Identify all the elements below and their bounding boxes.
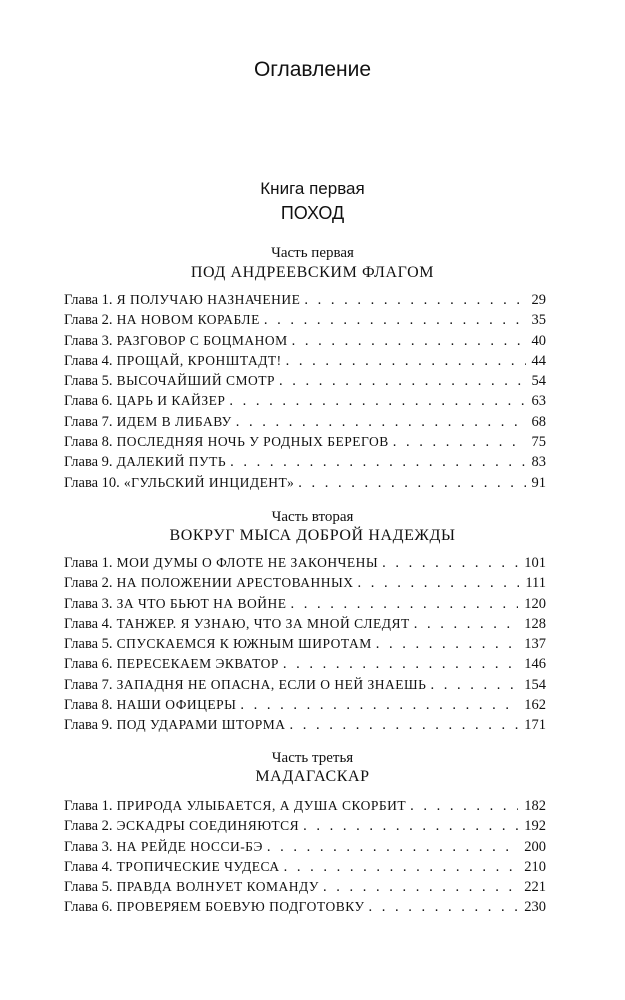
toc-entry[interactable] (64, 331, 546, 351)
chapter-label: Глава 8. (64, 434, 113, 451)
dot-leader (286, 351, 526, 371)
toc-entry[interactable] (64, 796, 546, 816)
toc-entry[interactable] (64, 675, 546, 695)
dot-leader (393, 432, 526, 452)
toc-entry[interactable] (64, 290, 546, 310)
book-label: Книга первая (260, 179, 365, 198)
chapter-label: Глава 2. (64, 312, 113, 329)
toc-entry[interactable] (64, 573, 546, 593)
page-number: 111 (525, 575, 546, 592)
dot-leader (414, 614, 519, 634)
chapter-title: Я ПОЛУЧАЮ НАЗНАЧЕНИЕ (116, 292, 301, 307)
part-label: Часть первая (271, 245, 354, 261)
dot-leader (240, 695, 518, 715)
toc-entry[interactable] (64, 857, 546, 877)
page-number: 182 (524, 798, 546, 814)
toc-entry[interactable] (64, 391, 546, 411)
page-number: 200 (524, 838, 546, 855)
toc-entry[interactable] (64, 695, 546, 715)
chapter-label: Глава 6. (64, 393, 113, 410)
toc-entry[interactable] (64, 634, 546, 654)
chapter-label: Глава 3. (64, 332, 113, 349)
part-label: Часть третья (271, 750, 354, 766)
page-title: Оглавление (253, 58, 372, 81)
chapter-label: Глава 4. (64, 615, 113, 632)
page-number: 54 (531, 373, 546, 390)
page-number: 91 (531, 474, 546, 491)
chapter-label: Глава 3. (64, 595, 113, 612)
toc-list (64, 553, 546, 736)
dot-leader (292, 331, 526, 351)
toc-entry[interactable] (64, 553, 546, 573)
toc-entry[interactable] (64, 837, 546, 857)
chapter-title: ПОСЛЕДНЯЯ НОЧЬ У РОДНЫХ БЕРЕГОВ (116, 434, 389, 450)
page-number: 146 (524, 656, 546, 673)
dot-leader (230, 452, 525, 472)
dot-leader (267, 837, 518, 857)
chapter-title: ДАЛЕКИЙ ПУТЬ (116, 454, 227, 470)
part-title: ПОД АНДРЕЕВСКИМ ФЛАГОМ (190, 264, 435, 281)
chapter-title: «ГУЛЬСКИЙ ИНЦИДЕНТ» (123, 474, 295, 490)
chapter-title: ПРИРОДА УЛЫБАЕТСЯ, А ДУША СКОРБИТ (116, 798, 407, 813)
chapter-label: Глава 7. (64, 413, 113, 430)
dot-leader (369, 897, 519, 917)
chapter-title: РАЗГОВОР С БОЦМАНОМ (116, 332, 288, 348)
toc-entry[interactable] (64, 351, 546, 371)
toc-entry[interactable] (64, 371, 546, 391)
chapter-label: Глава 4. (64, 858, 113, 875)
chapter-label: Глава 5. (64, 879, 113, 896)
page-number: 154 (524, 676, 546, 693)
toc-entry[interactable] (64, 614, 546, 634)
toc-entry[interactable] (64, 432, 546, 452)
dot-leader (283, 654, 518, 674)
chapter-title: НАШИ ОФИЦЕРЫ (116, 697, 237, 713)
chapter-title: МОИ ДУМЫ О ФЛОТЕ НЕ ЗАКОНЧЕНЫ (116, 555, 379, 570)
toc-list (64, 796, 546, 918)
toc-entry[interactable] (64, 897, 546, 917)
chapter-title: НА ПОЛОЖЕНИИ АРЕСТОВАННЫХ (116, 575, 354, 591)
page-number: 221 (524, 879, 546, 896)
chapter-label: Глава 6. (64, 899, 113, 916)
part-title: МАДАГАСКАР (255, 768, 370, 785)
page-number: 137 (524, 636, 546, 653)
book-title: ПОХОД (280, 203, 345, 223)
chapter-label: Глава 5. (64, 636, 113, 653)
part-label: Часть вторая (271, 509, 354, 525)
chapter-title: ЦАРЬ И КАЙЗЕР (116, 393, 226, 409)
chapter-title: ПОД УДАРАМИ ШТОРМА (116, 717, 286, 733)
toc-entry[interactable] (64, 816, 546, 836)
dot-leader (430, 675, 518, 695)
toc-entry[interactable] (64, 412, 546, 432)
dot-leader (376, 634, 519, 654)
chapter-title: ПРОВЕРЯЕМ БОЕВУЮ ПОДГОТОВКУ (116, 899, 365, 915)
dot-leader (304, 290, 525, 310)
chapter-title: СПУСКАЕМСЯ К ЮЖНЫМ ШИРОТАМ (116, 636, 372, 652)
chapter-label: Глава 8. (64, 697, 113, 714)
chapter-label: Глава 9. (64, 717, 113, 734)
toc-entry[interactable] (64, 877, 546, 897)
dot-leader (298, 473, 525, 493)
page-number: 40 (531, 332, 546, 349)
dot-leader (264, 310, 526, 330)
dot-leader (382, 553, 518, 573)
toc-list (64, 290, 546, 493)
chapter-label: Глава 2. (64, 818, 113, 835)
dot-leader (323, 877, 518, 897)
dot-leader (303, 816, 518, 836)
chapter-title: ЗАПАДНЯ НЕ ОПАСНА, ЕСЛИ О НЕЙ ЗНАЕШЬ (116, 676, 427, 692)
chapter-label: Глава 4. (64, 352, 113, 369)
dot-leader (229, 391, 525, 411)
part-title: ВОКРУГ МЫСА ДОБРОЙ НАДЕЖДЫ (169, 527, 456, 544)
chapter-label: Глава 3. (64, 838, 113, 855)
toc-entry[interactable] (64, 452, 546, 472)
chapter-title: ПРОЩАЙ, КРОНШТАДТ! (116, 352, 282, 368)
chapter-label: Глава 1. (64, 292, 113, 308)
dot-leader (410, 796, 518, 816)
page-number: 75 (531, 434, 546, 451)
page-number: 128 (524, 615, 546, 632)
page-number: 192 (524, 818, 546, 835)
chapter-title: ЗА ЧТО БЬЮТ НА ВОЙНЕ (116, 595, 287, 611)
page-number: 101 (524, 555, 546, 571)
chapter-label: Глава 5. (64, 373, 113, 390)
toc-entry[interactable] (64, 654, 546, 674)
chapter-title: ИДЕМ В ЛИБАВУ (116, 413, 232, 429)
chapter-title: НА НОВОМ КОРАБЛЕ (116, 312, 260, 328)
chapter-label: Глава 6. (64, 656, 113, 673)
chapter-label: Глава 10. (64, 474, 120, 491)
page-number: 68 (531, 413, 546, 430)
page-number: 35 (531, 312, 546, 329)
page-number: 29 (531, 292, 546, 308)
chapter-label: Глава 1. (64, 555, 113, 571)
chapter-label: Глава 7. (64, 676, 113, 693)
dot-leader (279, 371, 525, 391)
toc-entry[interactable] (64, 594, 546, 614)
page-number: 63 (531, 393, 546, 410)
chapter-label: Глава 9. (64, 454, 113, 471)
page-number: 162 (524, 697, 546, 714)
toc-entry[interactable] (64, 473, 546, 493)
dot-leader (358, 573, 520, 593)
chapter-title: ВЫСОЧАЙШИЙ СМОТР (116, 373, 276, 389)
page-number: 83 (531, 454, 546, 471)
chapter-title: ТАНЖЕР. Я УЗНАЮ, ЧТО ЗА МНОЙ СЛЕДЯТ (116, 615, 410, 631)
page-number: 230 (524, 899, 546, 916)
chapter-title: НА РЕЙДЕ НОССИ-БЭ (116, 838, 263, 854)
toc-entry[interactable] (64, 310, 546, 330)
toc-entry[interactable] (64, 715, 546, 735)
chapter-title: ТРОПИЧЕСКИЕ ЧУДЕСА (116, 858, 280, 874)
page-number: 120 (524, 595, 546, 612)
chapter-title: ЭСКАДРЫ СОЕДИНЯЮТСЯ (116, 818, 300, 834)
dot-leader (284, 857, 519, 877)
dot-leader (236, 412, 526, 432)
chapter-label: Глава 2. (64, 575, 113, 592)
chapter-label: Глава 1. (64, 798, 113, 814)
dot-leader (289, 715, 518, 735)
page-number: 171 (524, 717, 546, 734)
chapter-title: ПРАВДА ВОЛНУЕТ КОМАНДУ (116, 879, 319, 895)
dot-leader (290, 594, 518, 614)
page-number: 44 (531, 352, 546, 369)
page-number: 210 (524, 858, 546, 875)
chapter-title: ПЕРЕСЕКАЕМ ЭКВАТОР (116, 656, 279, 672)
